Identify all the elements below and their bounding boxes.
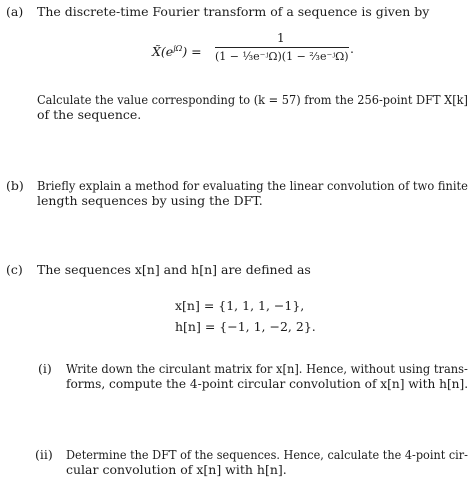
part-b-line1: Briefly explain a method for evaluating the linear convolution of two finite [37,178,468,193]
formula-lhs-end: ) = [182,44,202,60]
formula-lhs: X̃(e [152,44,174,60]
part-b-line2: length sequences by using the DFT. [37,193,263,208]
part-a-question-line2: of the sequence. [37,107,142,122]
formula-numerator: 1 [277,31,285,45]
part-a-intro: The discrete-time Fourier transform of a sequence is given by [37,4,430,19]
part-c-i-line2: forms, compute the 4-point circular convolution of x[n] with h[n]. [66,376,469,391]
part-c-ii-line2: cular convolution of x[n] with h[n]. [66,462,287,477]
part-c-eq-x: x[n] = {1, 1, 1, −1}, [175,298,305,313]
part-c-label: (c) [6,262,23,277]
part-c-eq-h: h[n] = {−1, 1, −2, 2}. [175,319,316,334]
formula-lhs-sup: jΩ [173,44,183,53]
fraction-bar [215,47,349,48]
part-b-label: (b) [6,178,24,193]
part-c-intro: The sequences x[n] and h[n] are defined as [37,262,311,277]
part-a-label: (a) [6,4,24,19]
part-c-ii-line1: Determine the DFT of the sequences. Hence, calculate the 4-point cir- [66,447,468,462]
part-c-i-line1: Write down the circulant matrix for x[n]. Hence, without using trans- [66,361,468,376]
part-c-ii-label: (ii) [35,447,53,462]
formula-denominator: (1 − ⅓e⁻ʲΩ)(1 − ⅔e⁻ʲΩ) [215,50,349,63]
formula-end: . [350,41,354,56]
part-a-question-line1: Calculate the value corresponding to (k = 57) from the 256-point DFT X[k] [37,92,468,107]
part-c-i-label: (i) [38,361,52,376]
